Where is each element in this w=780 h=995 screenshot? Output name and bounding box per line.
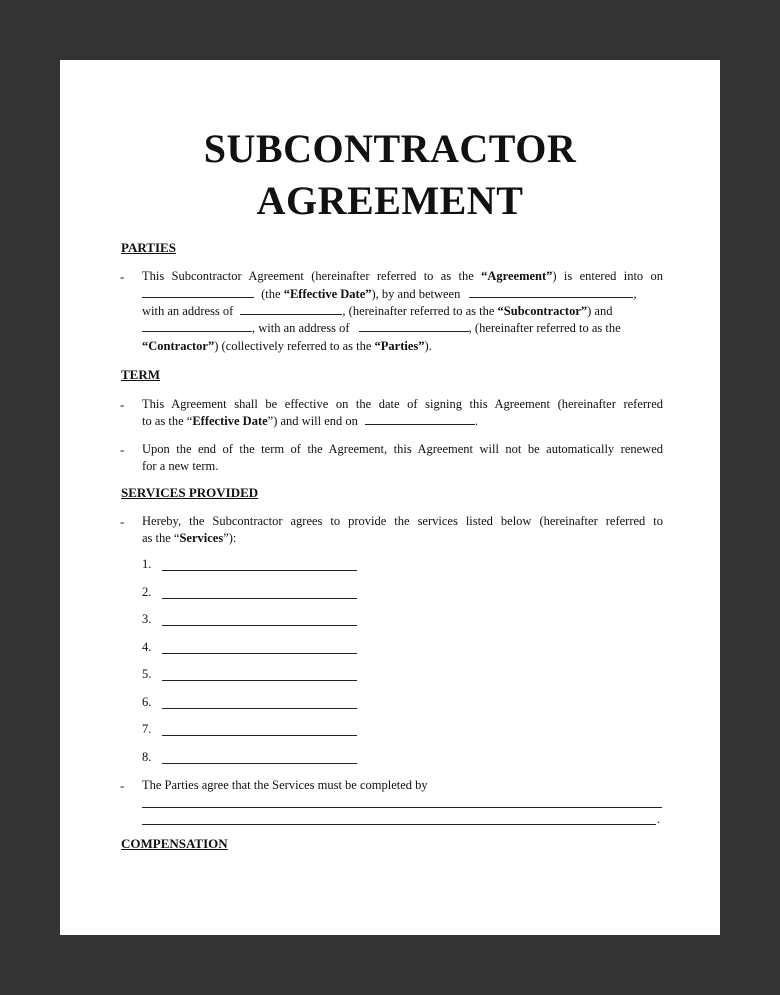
- services-p2-line-1: The Parties agree that the Services must be completed by: [142, 778, 428, 792]
- section-heading-term: TERM: [121, 367, 160, 382]
- service-item-number: 5.: [142, 667, 152, 681]
- blank-field[interactable]: [142, 320, 252, 332]
- service-item-number: 7.: [142, 722, 152, 736]
- service-item-number: 6.: [142, 695, 152, 709]
- bullet-dash: -: [120, 269, 125, 284]
- bullet-dash: -: [120, 442, 125, 457]
- service-item-number: 2.: [142, 585, 152, 599]
- section-heading-compensation: COMPENSATION: [121, 836, 228, 851]
- term-p2-line-1: Upon the end of the term of the Agreement, this Agreement will not be automatically renewed: [142, 442, 663, 456]
- parties-line-5: “Contractor”) (collectively referred to as the “Parties”).: [142, 339, 432, 353]
- service-item-number: 4.: [142, 640, 152, 654]
- service-item-number: 8.: [142, 750, 152, 764]
- services-p1-line-2: as the “Services”):: [142, 531, 237, 545]
- service-item-blank[interactable]: [162, 652, 357, 654]
- service-item-blank[interactable]: [162, 597, 357, 599]
- service-item-blank[interactable]: [162, 734, 357, 736]
- parties-line-4: , with an address of , (hereinafter referred to as the: [142, 320, 663, 337]
- completion-date-blank[interactable]: [142, 806, 662, 808]
- parties-line-3: with an address of , (hereinafter referred to as the “Subcontractor”) and: [142, 304, 613, 318]
- service-item-blank[interactable]: [162, 679, 357, 681]
- service-item-number: 1.: [142, 557, 152, 571]
- blank-field[interactable]: [359, 320, 469, 332]
- parties-line-1: This Subcontractor Agreement (hereinafter referred to as the “Agreement”) is entered into on: [142, 269, 664, 283]
- section-heading-services: SERVICES PROVIDED: [121, 485, 259, 500]
- document-title-line-1: SUBCONTRACTOR: [203, 126, 577, 171]
- parties-line-2: (the “Effective Date”), by and between ,: [142, 286, 663, 303]
- document-page: [60, 60, 720, 935]
- end-date-blank[interactable]: [365, 413, 475, 425]
- services-p1-line-1: Hereby, the Subcontractor agrees to provide the services listed below (hereinafter referred to: [142, 514, 663, 528]
- completion-date-blank[interactable]: [142, 823, 656, 825]
- term-p2-line-2: for a new term.: [142, 459, 219, 473]
- service-item-number: 3.: [142, 612, 152, 626]
- blank-field[interactable]: [142, 286, 254, 298]
- service-item-blank[interactable]: [162, 707, 357, 709]
- document-title-line-2: AGREEMENT: [256, 178, 524, 223]
- term-p1-line-2: to as the “Effective Date”) and will end on .: [142, 414, 479, 428]
- bullet-dash: -: [120, 514, 125, 529]
- section-heading-parties: PARTIES: [121, 240, 176, 255]
- service-item-blank[interactable]: [162, 762, 357, 764]
- bullet-dash: -: [120, 397, 125, 412]
- term-p1-line-1: This Agreement shall be effective on the date of signing this Agreement (hereinafter referred: [142, 397, 663, 411]
- service-item-blank[interactable]: [162, 569, 357, 571]
- sentence-period: .: [657, 812, 661, 826]
- blank-field[interactable]: [469, 286, 633, 298]
- blank-field[interactable]: [240, 303, 342, 315]
- service-item-blank[interactable]: [162, 624, 357, 626]
- bullet-dash: -: [120, 778, 125, 793]
